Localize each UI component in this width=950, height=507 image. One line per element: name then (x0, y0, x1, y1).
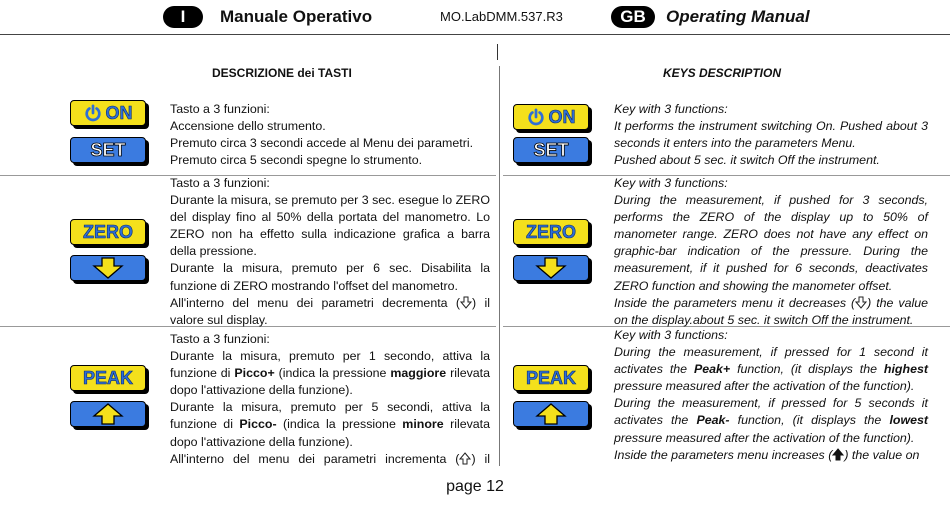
power-icon (84, 104, 102, 122)
peak-key-label: PEAK (82, 367, 133, 388)
arrow-down-outline-icon (460, 296, 472, 309)
on-key-label: ON (105, 102, 133, 123)
arrow-down-icon (535, 257, 567, 279)
row2-it-text: Tasto a 3 funzioni: Durante la misura, se premuto per 3 sec. esegue lo ZERO del display fino al 50% della portata del manometro. Lo ZERO non ha effetto sulla indicazione grafica a barra della pressione. Durante la misura, premuto per 6 sec. Disabilita la funzione di ZERO mostrando l'offset del manometro. All'interno del menu dei parametri decrementa ( ) il valore sul display. (170, 176, 491, 327)
page-number: page 12 (446, 478, 504, 495)
up-key (70, 401, 150, 431)
language-badge-it: I (163, 6, 203, 28)
peak-key (70, 365, 150, 395)
arrow-up-solid-icon (832, 448, 844, 461)
header-rule (0, 34, 950, 35)
title-right: Operating Manual (666, 7, 810, 26)
set-key-label: SET (90, 139, 126, 160)
arrow-up-icon (535, 403, 567, 425)
document-code: MO.LabDMM.537.R3 (440, 9, 563, 24)
left-column-heading: DESCRIZIONE dei TASTI (212, 66, 352, 80)
set-key (70, 137, 150, 167)
right-column-heading: KEYS DESCRIPTION (663, 66, 782, 80)
arrow-up-icon (92, 403, 124, 425)
language-badge-gb: GB (611, 6, 655, 28)
row1-en-text: Key with 3 functions: It performs the instrument switching On. Pushed about 3 seconds it enters into the parameters Menu. Pushed about 5 sec. it switch Off the instrument. (614, 102, 928, 168)
title-left: Manuale Operativo (220, 7, 373, 26)
zero-key-label: ZERO (525, 221, 576, 242)
arrow-up-outline-icon (459, 452, 471, 465)
column-divider (499, 66, 500, 466)
peak-key-right (513, 365, 593, 395)
up-key-right (513, 401, 593, 431)
row3-en-text: Key with 3 functions: During the measurement, if pressed for 1 second it activates the Peak+ function, (it displays the highest pressure measured after the activation of the function). During the measurement, if pressed for 5 seconds it activates the Peak- function, (it displays the lowest pressure measured after the activation of the function). Inside the parameters menu increases ( ) the value on (614, 328, 928, 462)
on-key-label: ON (548, 106, 576, 127)
center-tick (497, 44, 498, 60)
zero-key (70, 219, 150, 249)
arrow-down-outline-icon (855, 296, 867, 309)
row2-en-text: Key with 3 functions: During the measurement, if pushed for 3 seconds, performs the ZERO of the display up to 50% of manometer range. ZERO does not have any effect on graphic-bar indication of the pressure. During the measurement, if it pushed for 6 seconds, deactivates ZERO function and showing the manometer offset. Inside the parameters menu it decreases ( ) the value on the display.about 5 sec. it switch Off the instrument. (614, 176, 928, 327)
row1-it-text: Tasto a 3 funzioni: Accensione dello strumento. Premuto circa 3 secondi accede al Menu dei parametri. Premuto circa 5 secondi spegne lo strumento. (170, 102, 474, 168)
arrow-down-icon (92, 257, 124, 279)
row3-it-text: Tasto a 3 funzioni: Durante la misura, premuto per 1 secondo, attiva la funzione di Picco+ (indica la pressione maggiore rilevata dopo l'attivazione della funzione). Durante la misura, premuto per 5 secondi, attiva la funzione di Picco- (indica la pressione minore rilevata dopo l'attivazione della funzione). All'interno del menu dei parametri incrementa ( ) il (170, 332, 491, 466)
down-key-right (513, 255, 593, 285)
set-key-right (513, 137, 593, 167)
power-icon (527, 108, 545, 126)
on-key (70, 100, 150, 130)
zero-key-right (513, 219, 593, 249)
peak-key-label: PEAK (525, 367, 576, 388)
set-key-label: SET (533, 139, 569, 160)
down-key (70, 255, 150, 285)
on-key-right (513, 104, 593, 134)
zero-key-label: ZERO (82, 221, 133, 242)
